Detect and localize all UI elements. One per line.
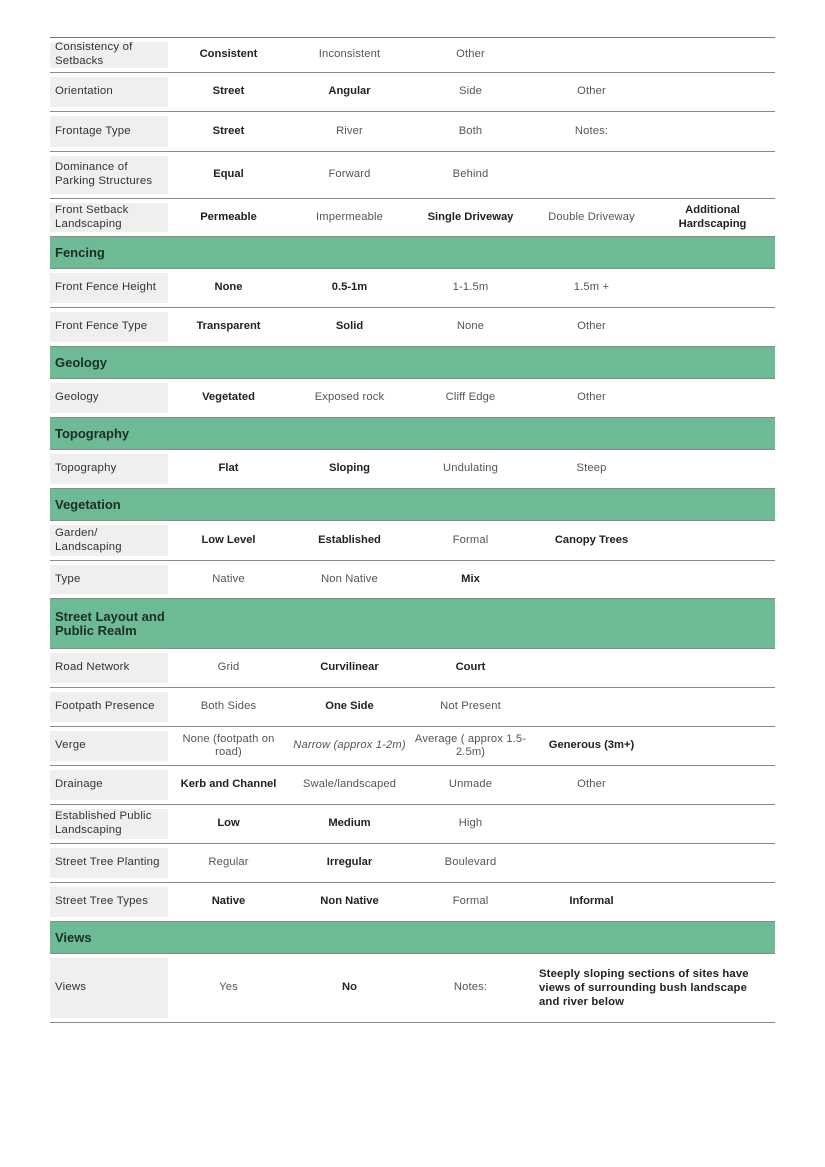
selected-option: Native [211, 895, 246, 908]
option [531, 844, 652, 882]
section-header [50, 347, 775, 379]
table-row [50, 152, 775, 199]
option: None [456, 320, 485, 333]
table-row [50, 379, 775, 418]
section-header [50, 922, 775, 954]
table-row [50, 954, 775, 1023]
table-row [50, 112, 775, 152]
option [652, 766, 773, 804]
option: Formal [452, 533, 489, 546]
table-row [50, 805, 775, 844]
table-row [50, 561, 775, 599]
row-label: Established Public Landscaping [50, 809, 168, 839]
option [652, 379, 773, 417]
option: Formal [452, 895, 489, 908]
character-assessment-table [50, 37, 775, 1023]
option: Swale/landscaped [302, 778, 397, 791]
table-row [50, 727, 775, 766]
row-label: Street Tree Types [50, 887, 168, 917]
selected-option: Informal [569, 895, 614, 908]
row-label: Views [50, 958, 168, 1018]
selected-option: Medium [328, 817, 371, 830]
section-header [50, 237, 775, 269]
option: Behind [452, 168, 489, 181]
selected-option: Transparent [196, 320, 261, 333]
row-label: Geology [50, 383, 168, 413]
option [531, 561, 652, 598]
selected-option: Solid [335, 320, 364, 333]
option [652, 112, 773, 151]
option: Double Driveway [548, 210, 635, 223]
section-title: Views [55, 929, 92, 945]
option: Other [577, 320, 606, 333]
selected-option: Street [212, 85, 245, 98]
table-row [50, 844, 775, 883]
table-row [50, 521, 775, 561]
row-label: Front Setback Landscaping [50, 203, 168, 232]
option [652, 688, 773, 726]
selected-option: Sloping [328, 462, 370, 475]
option [652, 521, 773, 560]
option: High [458, 817, 483, 830]
option: Other [577, 391, 606, 404]
option [652, 805, 773, 843]
option [531, 38, 652, 72]
option: 1-1.5m [452, 281, 489, 294]
table-row [50, 269, 775, 308]
option: Forward [328, 168, 371, 181]
option: Side [459, 85, 482, 98]
section-title: Fencing [55, 244, 105, 260]
selected-option: Court [455, 661, 486, 674]
section-title: Topography [55, 425, 130, 441]
selected-option: Curvilinear [320, 661, 379, 674]
selected-option: No [342, 981, 357, 994]
table-row [50, 649, 775, 688]
selected-option: Equal [213, 168, 244, 181]
option [652, 561, 773, 598]
selected-option: Permeable [200, 210, 257, 223]
row-label: Garden/ Landscaping [50, 525, 168, 556]
option [531, 152, 652, 198]
option: 1.5m + [573, 281, 610, 294]
option: Both [458, 124, 483, 137]
selected-option: Low [217, 817, 240, 830]
row-label: Footpath Presence [50, 692, 168, 722]
selected-option: None [214, 281, 243, 294]
selected-option: Single Driveway [427, 210, 514, 223]
option: Steeply sloping sections of sites have views of surrounding bush landscape and river below [539, 968, 749, 1008]
table-row [50, 766, 775, 805]
selected-option: 0.5-1m [331, 281, 368, 294]
row-label: Street Tree Planting [50, 848, 168, 878]
section-title: Geology [55, 354, 108, 370]
option: Inconsistent [318, 48, 381, 61]
option: Both Sides [200, 700, 257, 713]
selected-option: Low Level [201, 533, 256, 546]
option: Cliff Edge [445, 391, 496, 404]
option: Exposed rock [314, 391, 385, 404]
option: Notes: [574, 124, 609, 137]
option: Regular [208, 856, 249, 869]
option: Grid [217, 661, 240, 674]
option [652, 727, 773, 765]
option [652, 269, 773, 307]
option: Undulating [443, 462, 498, 475]
option: River [336, 124, 363, 137]
option: Other [456, 48, 485, 61]
option [652, 73, 773, 111]
section-header [50, 599, 775, 649]
selected-option: Additional Hardscaping [678, 204, 747, 230]
section-title: Vegetation [55, 496, 121, 512]
section-header [50, 418, 775, 450]
row-label: Dominance of Parking Structures [50, 156, 168, 194]
option [652, 38, 773, 72]
option: Impermeable [316, 210, 383, 223]
option: Yes [219, 981, 238, 994]
table-row [50, 450, 775, 489]
row-label: Topography [50, 454, 168, 484]
selected-option: Canopy Trees [554, 533, 629, 546]
section-title: Street Layout and Public Realm [55, 609, 165, 638]
option: Narrow (approx 1-2m) [293, 739, 406, 752]
option: Not Present [440, 700, 501, 713]
option: Steep [576, 462, 607, 475]
selected-option: Non Native [320, 895, 379, 908]
option [652, 450, 773, 488]
selected-option: Consistent [199, 48, 258, 61]
row-label: Verge [50, 731, 168, 761]
selected-option: Generous (3m+) [548, 739, 635, 752]
option: Other [577, 85, 606, 98]
option [531, 805, 652, 843]
selected-option: Irregular [326, 856, 373, 869]
selected-option: Mix [461, 572, 480, 585]
row-label: Front Fence Type [50, 312, 168, 342]
option [652, 308, 773, 346]
table-row [50, 73, 775, 112]
option [531, 649, 652, 687]
option: Other [577, 778, 606, 791]
row-label: Drainage [50, 770, 168, 800]
selected-option: Angular [328, 85, 371, 98]
option [652, 152, 773, 198]
table-row [50, 883, 775, 922]
option: Native [212, 572, 245, 585]
selected-option: Flat [218, 462, 239, 475]
row-label: Type [50, 565, 168, 594]
option: Boulevard [444, 856, 497, 869]
table-row [50, 308, 775, 347]
option [652, 649, 773, 687]
option: Average ( approx 1.5-2.5m) [414, 732, 527, 758]
row-label: Frontage Type [50, 116, 168, 147]
table-row [50, 688, 775, 727]
section-header [50, 489, 775, 521]
option: Notes: [453, 981, 488, 994]
option: Non Native [321, 572, 378, 585]
table-row [50, 38, 775, 73]
selected-option: Kerb and Channel [180, 778, 277, 791]
selected-option: Established [318, 533, 381, 546]
selected-option: One Side [325, 700, 374, 713]
row-label: Consistency of Setbacks [50, 42, 168, 68]
row-label: Road Network [50, 653, 168, 683]
option: Unmade [448, 778, 493, 791]
option [531, 688, 652, 726]
selected-option: Vegetated [202, 391, 255, 404]
option [652, 883, 773, 921]
option: None (footpath on road) [182, 732, 275, 758]
row-label: Front Fence Height [50, 273, 168, 303]
selected-option: Street [212, 124, 245, 137]
option [652, 844, 773, 882]
row-label: Orientation [50, 77, 168, 107]
table-row [50, 199, 775, 237]
